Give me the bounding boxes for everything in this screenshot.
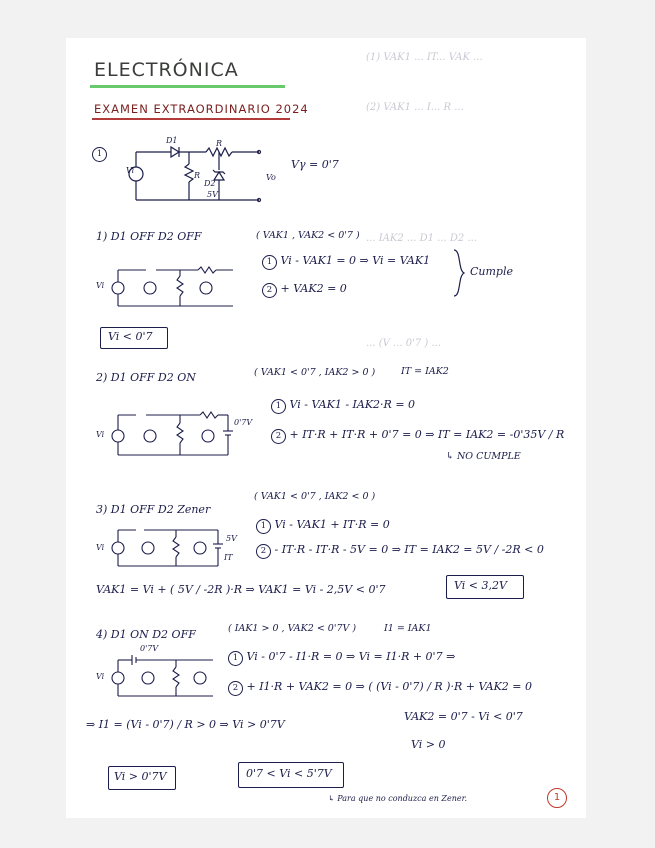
case-3-eq1: 1 Vi - VAK1 + IT·R = 0: [256, 518, 390, 534]
source-label: Vi: [126, 166, 135, 175]
case-1-eq2: 2 + VAK2 = 0: [262, 282, 347, 298]
case-2-circuit: [108, 403, 258, 463]
case-3-current: IT: [224, 553, 233, 562]
case-4-title: 4) D1 ON D2 OFF: [96, 628, 196, 641]
case-1-vi: Vi: [96, 281, 105, 290]
case-2-note: ↳ NO CUMPLE: [446, 451, 521, 462]
case-4-eq2: 2 + I1·R + VAK2 = 0 ⇒ ( (Vi - 0'7) / R )·R + VAK2 = 0: [228, 680, 532, 696]
case-1-eq1: 1 Vi - VAK1 = 0 ⇒ Vi = VAK1: [262, 254, 430, 270]
case-4-circuit: [108, 648, 228, 703]
bleed-through-text: ... (V ... 0'7 ) ...: [366, 338, 441, 349]
bleed-through-text: ... IAK2 ... D1 ... D2 ...: [366, 233, 477, 244]
case-1-title: 1) D1 OFF D2 OFF: [96, 230, 202, 243]
page-number: 1: [547, 788, 567, 808]
case-2-title: 2) D1 OFF D2 ON: [96, 371, 196, 384]
title-highlight: [90, 85, 285, 88]
case-2-vi: Vi: [96, 430, 105, 439]
case-4-eq1: 1 Vi - 0'7 - I1·R = 0 ⇒ Vi = I1·R + 0'7 ⇒: [228, 650, 455, 666]
case-4-result-2: 0'7 < Vi < 5'7V: [246, 767, 332, 780]
case-4-result-1: Vi > 0'7V: [114, 770, 167, 783]
case-2-condition: ( VAK1 < 0'7 , IAK2 > 0 ): [254, 367, 376, 378]
bleed-through-text: (1) VAK1 ... IT... VAK ...: [366, 52, 483, 63]
brace-icon: [452, 248, 466, 298]
case-4-voltage: 0'7V: [140, 644, 159, 653]
case-1-circuit: [108, 258, 243, 313]
case-2-voltage: 0'7V: [234, 418, 253, 427]
case-4-eq5: ⇒ I1 = (Vi - 0'7) / R > 0 ⇒ Vi > 0'7V: [86, 718, 285, 731]
case-4-extra: I1 = IAK1: [384, 623, 432, 634]
exam-subtitle: EXAMEN EXTRAORDINARIO 2024: [94, 102, 309, 116]
subtitle-underline: [92, 118, 290, 120]
zener-voltage-label: 5V: [207, 190, 218, 199]
case-4-eq4: Vi > 0: [411, 738, 446, 751]
r2-label: R: [194, 171, 201, 180]
case-3-voltage: 5V: [226, 534, 237, 543]
case-3-circuit: [108, 522, 233, 572]
case-3-result: Vi < 3,2V: [454, 579, 507, 592]
resistor-shunt-icon: [185, 164, 193, 182]
page-title: ELECTRÓNICA: [94, 59, 239, 81]
case-3-condition: ( VAK1 < 0'7 , IAK2 < 0 ): [254, 491, 376, 502]
vgamma-value: Vγ = 0'7: [291, 158, 339, 171]
bleed-through-text: (2) VAK1 ... I... R ...: [366, 102, 464, 113]
case-4-footnote: ↳ Para que no conduzca en Zener.: [328, 794, 468, 803]
vo-label: Vo: [266, 173, 276, 182]
r1-label: R: [216, 139, 223, 148]
case-1-note: Cumple: [470, 265, 514, 278]
d1-label: D1: [166, 136, 178, 145]
case-1-condition: ( VAK1 , VAK2 < 0'7 ): [256, 230, 360, 241]
case-2-eq1: 1 Vi - VAK1 - IAK2·R = 0: [271, 398, 415, 414]
case-1-result: Vi < 0'7: [108, 330, 153, 343]
case-3-eq2: 2 - IT·R - IT·R - 5V = 0 ⇒ IT = IAK2 = 5V / -2R < 0: [256, 543, 544, 559]
exam-page: [66, 38, 586, 818]
case-3-title: 3) D1 OFF D2 Zener: [96, 503, 211, 516]
d2-label: D2: [204, 179, 216, 188]
problem-number: 1: [92, 141, 107, 162]
case-4-vi: Vi: [96, 672, 105, 681]
case-4-eq3: VAK2 = 0'7 - Vi < 0'7: [404, 710, 523, 723]
diode-d1-icon: [171, 147, 179, 157]
case-3-eq3: VAK1 = Vi + ( 5V / -2R )·R ⇒ VAK1 = Vi - 2,5V < 0'7: [96, 583, 386, 596]
case-2-extra: IT = IAK2: [401, 366, 449, 377]
case-2-eq2: 2 + IT·R + IT·R + 0'7 = 0 ⇒ IT = IAK2 = -0'35V / R: [271, 428, 564, 444]
case-3-vi: Vi: [96, 543, 105, 552]
case-4-condition: ( IAK1 > 0 , VAK2 < 0'7V ): [228, 623, 357, 634]
